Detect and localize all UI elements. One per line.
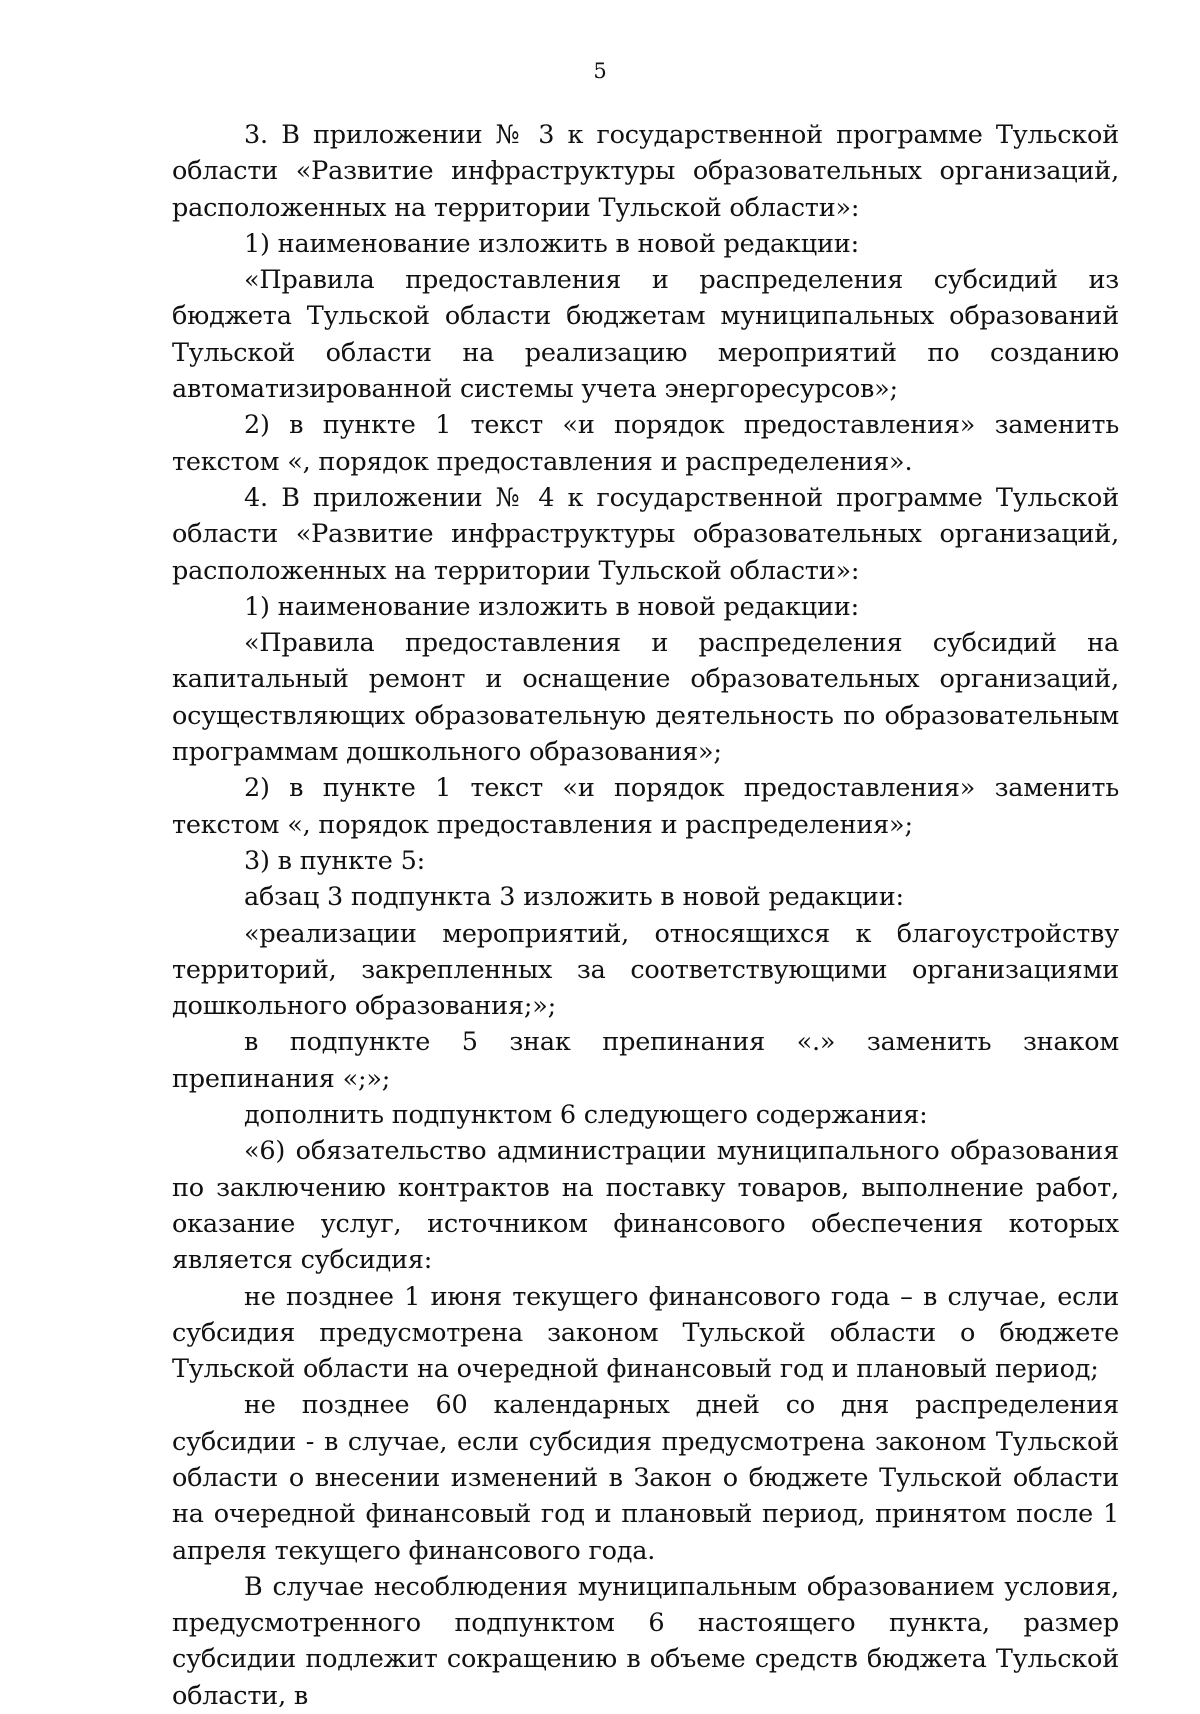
paragraph-quote-obligation: «6) обязательство администрации муниципального образования по заключению контрактов на поставку товаров, выполнение работ, оказание услуг, источником финансового обеспечения которых является субсидия: <box>172 1136 1119 1276</box>
paragraph-item-3-header: 3. В приложении № 3 к государственной программе Тульской области «Развитие инфраструктуры образовательных организаций, расположенных на территории Тульской области»: <box>172 120 1119 223</box>
page-number: 5 <box>593 59 607 83</box>
paragraph-add-subitem-6: дополнить подпунктом 6 следующего содержания: <box>244 1100 928 1131</box>
paragraph-punctuation-change: в подпункте 5 знак препинания «.» заменить знаком препинания «;»; <box>172 1027 1119 1094</box>
paragraph-deadline-60-days: не позднее 60 календарных дней со дня распределения субсидии - в случае, если субсидия предусмотрена законом Тульской области о внесении изменений в Закон о бюджете Тульской области на очередной финансовый год и плановый период, принятом после 1 апреля текущего финансового года. <box>172 1390 1119 1566</box>
paragraph-abzac-3: абзац 3 подпункта 3 изложить в новой редакции: <box>244 882 904 913</box>
paragraph-subitem-3: 3) в пункте 5: <box>244 845 425 876</box>
paragraph-noncompliance: В случае несоблюдения муниципальным образованием условия, предусмотренного подпунктом 6 настоящего пункта, размер субсидии подлежит сокращению в объеме средств бюджета Тульской области, в <box>172 1571 1119 1711</box>
paragraph-subitem-1-b: 1) наименование изложить в новой редакции: <box>244 591 859 622</box>
paragraph-deadline-june: не позднее 1 июня текущего финансового года – в случае, если субсидия предусмотрена законом Тульской области о бюджете Тульской области на очередной финансовый год и плановый период; <box>172 1281 1119 1385</box>
paragraph-quote-realization: «реализации мероприятий, относящихся к благоустройству территорий, закрепленных за соответствующими организациями дошкольного образования;»; <box>172 918 1119 1022</box>
paragraph-subitem-1: 1) наименование изложить в новой редакции: <box>244 228 859 259</box>
paragraph-quote-rules-title-b: «Правила предоставления и распределения субсидий на капитальный ремонт и оснащение образовательных организаций, осуществляющих образовательную деятельность по образовательным программам дошкольного образования»; <box>172 628 1119 768</box>
paragraph-item-4-header: 4. В приложении № 4 к государственной программе Тульской области «Развитие инфраструктуры образовательных организаций, расположенных на территории Тульской области»: <box>172 482 1119 586</box>
paragraph-subitem-2: 2) в пункте 1 текст «и порядок предоставления» заменить текстом «, порядок предоставления и распределения». <box>172 410 1119 477</box>
paragraph-quote-rules-title: «Правила предоставления и распределения субсидий из бюджета Тульской области бюджетам муниципальных образований Тульской области на реализацию мероприятий по созданию автоматизированной системы учета энергоресурсов»; <box>172 265 1119 405</box>
paragraph-subitem-2-b: 2) в пункте 1 текст «и порядок предоставления» заменить текстом «, порядок предоставления и распределения»; <box>172 773 1119 840</box>
document-body <box>172 117 1119 1714</box>
